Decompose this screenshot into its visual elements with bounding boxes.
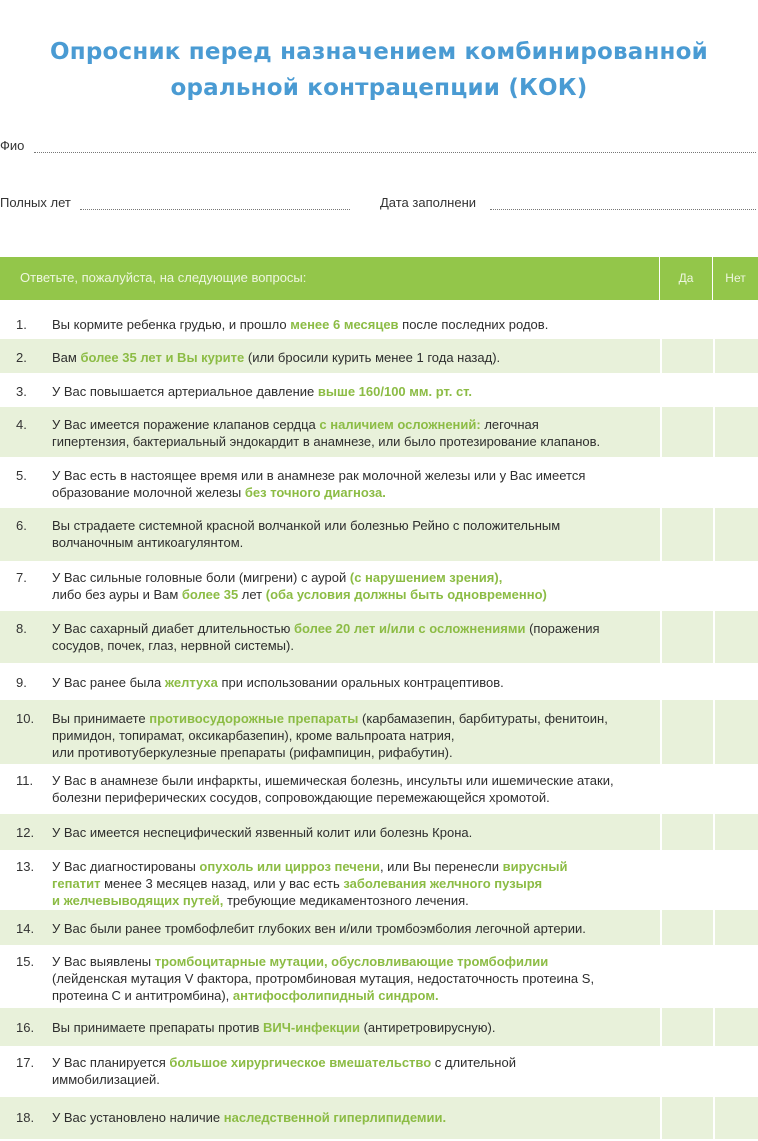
question-number: 18.	[16, 1110, 35, 1125]
text-segment: после последних родов.	[398, 317, 549, 332]
highlighted-text: более 20 лет и/или с осложнениями	[293, 621, 526, 636]
title-line-2: оральной контрацепции (КОК)	[170, 75, 588, 101]
question-text-line	[52, 433, 642, 450]
highlighted-text: большое хирургическое вмешательство	[169, 1055, 432, 1070]
age-field[interactable]	[0, 195, 360, 215]
question-number: 13.	[16, 859, 35, 874]
text-segment: иммобилизацией.	[52, 1072, 160, 1087]
highlighted-text: (с нарушением зрения),	[349, 570, 503, 585]
answer-yes-cell[interactable]	[660, 814, 714, 850]
question-text-line	[52, 772, 642, 789]
question-text	[52, 824, 642, 841]
text-segment: (или бросили курить менее 1 года назад).	[244, 350, 501, 365]
answer-no-cell[interactable]	[713, 1008, 758, 1046]
text-segment: болезни периферических сосудов, сопровождающие перемежающейся хромотой.	[52, 790, 550, 805]
question-text-line	[52, 892, 642, 909]
highlighted-text: наследственной гиперлипидемии.	[223, 1110, 447, 1125]
question-text-line	[52, 620, 642, 637]
question-number: 4.	[16, 417, 27, 432]
question-number: 8.	[16, 621, 27, 636]
text-segment: при использовании оральных контрацептивов.	[217, 675, 504, 690]
question-text-line	[52, 1071, 642, 1088]
answer-no-cell[interactable]	[713, 850, 758, 910]
text-segment: У Вас ранее была	[52, 675, 165, 690]
text-segment: гипертензия, бактериальный эндокардит в анамнезе, или было протезирование клапанов.	[52, 434, 601, 449]
highlighted-text: и желчевыводящих путей,	[52, 893, 224, 908]
highlighted-text: менее 6 месяцев	[290, 317, 399, 332]
answer-no-cell[interactable]	[713, 339, 758, 373]
highlighted-text: выше 160/100 мм. рт. ст.	[317, 384, 473, 399]
question-text	[52, 920, 642, 937]
answer-yes-cell[interactable]	[660, 1046, 714, 1097]
header-yes: Да	[678, 271, 694, 285]
highlighted-text: вирусный	[502, 859, 568, 874]
question-number: 3.	[16, 384, 27, 399]
question-text	[52, 316, 642, 333]
answer-no-cell[interactable]	[713, 814, 758, 850]
answer-no-cell[interactable]	[713, 611, 758, 663]
text-segment: У Вас сахарный диабет длительностью	[52, 621, 294, 636]
text-segment: У Вас имеется неспецифический язвенный колит или болезнь Крона.	[52, 825, 473, 840]
question-number: 16.	[16, 1020, 35, 1035]
answer-no-cell[interactable]	[713, 407, 758, 457]
text-segment: Вы принимаете препараты против	[52, 1020, 264, 1035]
answer-yes-cell[interactable]	[660, 339, 714, 373]
table-row	[0, 611, 758, 663]
text-segment: примидон, топирамат, оксикарбазепин), кроме вальпроата натрия,	[52, 728, 455, 743]
question-text-line	[52, 316, 642, 333]
text-segment: Вы страдаете системной красной волчанкой или болезнью Рейно с положительным	[52, 518, 561, 533]
answer-yes-cell[interactable]	[660, 457, 714, 508]
question-text-line	[52, 727, 642, 744]
question-text-line	[52, 744, 642, 761]
title-line-1: Опросник перед назначением комбинированной	[50, 39, 708, 65]
highlighted-text: антифосфолипидный синдром.	[232, 988, 439, 1003]
text-segment: У Вас есть в настоящее время или в анамнезе рак молочной железы или у Вас имеется	[52, 468, 586, 483]
highlighted-text: противосудорожные препараты	[149, 711, 359, 726]
question-number: 6.	[16, 518, 27, 533]
question-text-line	[52, 710, 642, 727]
question-text	[52, 569, 642, 603]
text-segment: требующие медикаментозного лечения.	[223, 893, 469, 908]
answer-no-cell[interactable]	[713, 508, 758, 561]
question-text-line	[52, 920, 642, 937]
text-segment: У Вас выявлены	[52, 954, 155, 969]
question-text-line	[52, 674, 642, 691]
question-text	[52, 772, 642, 806]
question-number: 2.	[16, 350, 27, 365]
highlighted-text: (оба условия должны быть одновременно)	[265, 587, 547, 602]
text-segment: (лейденская мутация V фактора, протромбиновая мутация, недостаточность протеина S,	[52, 971, 595, 986]
question-text-line	[52, 1019, 642, 1036]
highlighted-text: ВИЧ-инфекции	[263, 1020, 360, 1035]
answer-yes-cell[interactable]	[660, 611, 714, 663]
question-text-line	[52, 1054, 642, 1071]
page-title	[0, 34, 758, 106]
text-segment: У Вас были ранее тромбофлебит глубоких вен и/или тромбоэмболия легочной артерии.	[52, 921, 586, 936]
text-segment: лет	[238, 587, 266, 602]
text-segment: У Вас сильные головные боли (мигрени) с аурой	[52, 570, 350, 585]
text-segment: У Вас диагностированы	[52, 859, 200, 874]
question-text	[52, 349, 642, 366]
date-label: Дата заполнени	[380, 195, 477, 210]
question-number: 5.	[16, 468, 27, 483]
question-text	[52, 1019, 642, 1036]
question-text-line	[52, 416, 642, 433]
text-segment: (поражения	[525, 621, 600, 636]
text-segment: либо без ауры и Вам	[52, 587, 182, 602]
question-number: 1.	[16, 317, 27, 332]
question-text-line	[52, 789, 642, 806]
table-row	[0, 700, 758, 764]
highlighted-text: гепатит	[52, 876, 101, 891]
question-number: 15.	[16, 954, 35, 969]
question-text	[52, 1109, 642, 1126]
age-line[interactable]	[80, 209, 350, 210]
text-segment: Вам	[52, 350, 81, 365]
question-text	[52, 517, 642, 551]
question-text	[52, 1054, 642, 1088]
answer-yes-cell[interactable]	[660, 300, 714, 339]
question-text-line	[52, 637, 642, 654]
question-text-line	[52, 467, 642, 484]
question-number: 10.	[16, 711, 35, 726]
text-segment: У Вас повышается артериальное давление	[52, 384, 318, 399]
question-text-line	[52, 987, 642, 1004]
fio-line[interactable]	[34, 152, 756, 153]
text-segment: У Вас планируется	[52, 1055, 170, 1070]
question-number: 9.	[16, 675, 27, 690]
question-text-line	[52, 569, 642, 586]
table-row	[0, 764, 758, 814]
text-segment: протеина С и антитромбина),	[52, 988, 233, 1003]
answer-no-cell[interactable]	[713, 561, 758, 611]
question-number: 7.	[16, 570, 27, 585]
table-row	[0, 457, 758, 508]
highlighted-text: с наличием осложнений:	[319, 417, 481, 432]
answer-no-cell[interactable]	[713, 663, 758, 700]
text-segment: менее 3 месяцев назад, или у вас есть	[100, 876, 344, 891]
answer-yes-cell[interactable]	[660, 1008, 714, 1046]
question-text	[52, 953, 642, 1004]
fio-field[interactable]	[0, 138, 758, 158]
question-number: 17.	[16, 1055, 35, 1070]
text-segment: , или Вы перенесли	[379, 859, 503, 874]
text-segment: У Вас в анамнезе были инфаркты, ишемическая болезнь, инсульты или ишемические атаки,	[52, 773, 614, 788]
answer-yes-cell[interactable]	[660, 373, 714, 407]
text-segment: образование молочной железы	[52, 485, 245, 500]
question-text-line	[52, 586, 642, 603]
table-row	[0, 339, 758, 373]
answer-yes-cell[interactable]	[660, 700, 714, 764]
answer-yes-cell[interactable]	[660, 508, 714, 561]
question-text-line	[52, 484, 642, 501]
answer-no-cell[interactable]	[713, 1046, 758, 1097]
answer-yes-cell[interactable]	[660, 764, 714, 814]
question-text-line	[52, 970, 642, 987]
table-row	[0, 373, 758, 407]
table-row	[0, 945, 758, 1008]
text-segment: (карбамазепин, барбитураты, фенитоин,	[358, 711, 608, 726]
text-segment: У Вас установлено наличие	[52, 1110, 224, 1125]
table-row	[0, 814, 758, 850]
question-number: 11.	[16, 773, 34, 788]
answer-yes-cell[interactable]	[660, 945, 714, 1008]
highlighted-text: более 35	[181, 587, 239, 602]
question-text-line	[52, 858, 642, 875]
question-text	[52, 620, 642, 654]
question-text-line	[52, 349, 642, 366]
text-segment: Вы принимаете	[52, 711, 150, 726]
answer-yes-cell[interactable]	[660, 850, 714, 910]
question-text-line	[52, 953, 642, 970]
date-field[interactable]	[380, 195, 758, 215]
question-text	[52, 467, 642, 501]
table-row	[0, 508, 758, 561]
question-number: 12.	[16, 825, 35, 840]
highlighted-text: без точного диагноза.	[244, 485, 386, 500]
highlighted-text: более 35 лет и Вы курите	[80, 350, 245, 365]
age-label: Полных лет	[0, 195, 71, 210]
highlighted-text: желтуха	[164, 675, 218, 690]
table-row	[0, 561, 758, 611]
header-no: Нет	[725, 271, 746, 285]
question-text-line	[52, 1109, 642, 1126]
answer-yes-cell[interactable]	[660, 561, 714, 611]
question-text	[52, 858, 642, 909]
text-segment: легочная	[480, 417, 539, 432]
question-text-line	[52, 534, 642, 551]
table-row	[0, 1097, 758, 1139]
text-segment: Вы кормите ребенка грудью, и прошло	[52, 317, 291, 332]
answer-no-cell[interactable]	[713, 910, 758, 945]
question-text-line	[52, 875, 642, 892]
question-text	[52, 710, 642, 761]
question-number: 14.	[16, 921, 35, 936]
answer-yes-cell[interactable]	[660, 407, 714, 457]
text-segment: с длительной	[431, 1055, 516, 1070]
answer-no-cell[interactable]	[713, 700, 758, 764]
text-segment: волчаночным антикоагулянтом.	[52, 535, 244, 550]
answer-no-cell[interactable]	[713, 1097, 758, 1139]
fio-label: Фио	[0, 138, 25, 153]
table-row	[0, 1008, 758, 1046]
question-text-line	[52, 824, 642, 841]
highlighted-text: тромбоцитарные мутации, обусловливающие тромбофилии	[154, 954, 549, 969]
table-row	[0, 300, 758, 339]
highlighted-text: опухоль или цирроз печени	[199, 859, 380, 874]
text-segment: сосудов, почек, глаз, нервной системы).	[52, 638, 294, 653]
table-row	[0, 1046, 758, 1097]
answer-yes-cell[interactable]	[660, 663, 714, 700]
text-segment: или противотуберкулезные препараты (рифампицин, рифабутин).	[52, 745, 453, 760]
answer-no-cell[interactable]	[713, 300, 758, 339]
question-text	[52, 674, 642, 691]
text-segment: (антиретровирусную).	[359, 1020, 496, 1035]
table-row	[0, 663, 758, 700]
table-row	[0, 850, 758, 910]
question-text	[52, 383, 642, 400]
question-text	[52, 416, 642, 450]
question-text-line	[52, 383, 642, 400]
table-row	[0, 910, 758, 945]
answer-no-cell[interactable]	[713, 764, 758, 814]
date-line[interactable]	[490, 209, 756, 210]
table-header	[0, 257, 758, 300]
highlighted-text: заболевания желчного пузыря	[343, 876, 543, 891]
answer-yes-cell[interactable]	[660, 1097, 714, 1139]
text-segment: У Вас имеется поражение клапанов сердца	[52, 417, 320, 432]
answer-no-cell[interactable]	[713, 945, 758, 1008]
answer-no-cell[interactable]	[713, 457, 758, 508]
question-text-line	[52, 517, 642, 534]
table-row	[0, 407, 758, 457]
answer-no-cell[interactable]	[713, 373, 758, 407]
answer-yes-cell[interactable]	[660, 910, 714, 945]
header-question: Ответьте, пожалуйста, на следующие вопросы:	[20, 270, 307, 285]
